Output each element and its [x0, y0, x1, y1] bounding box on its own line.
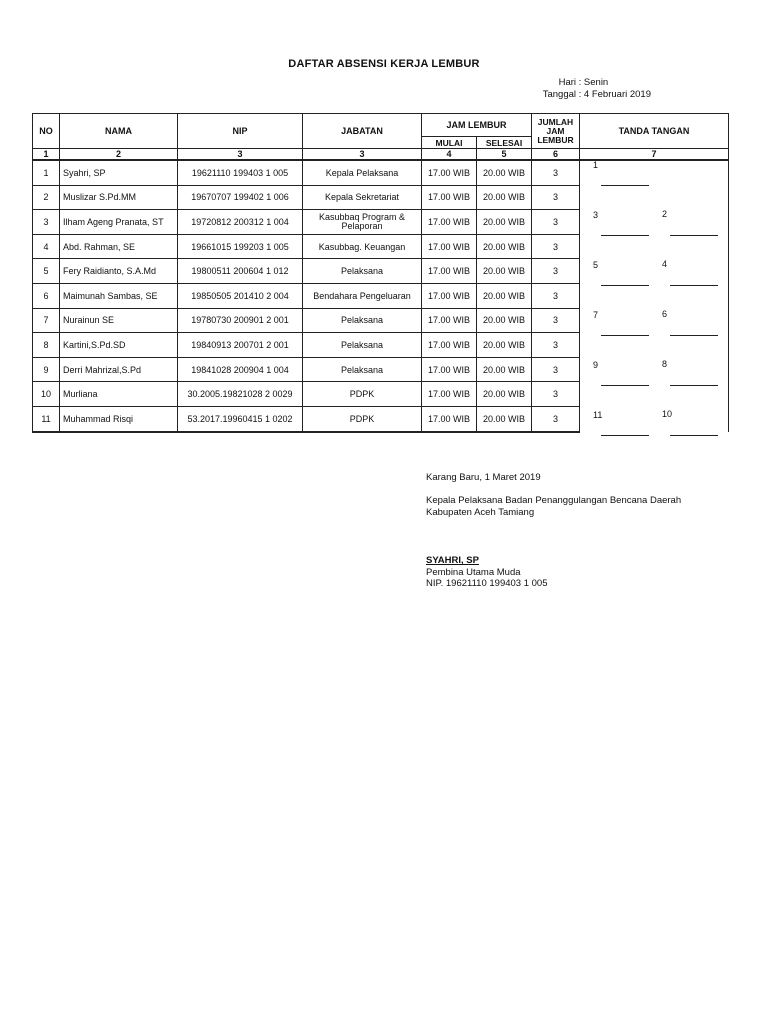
column-number: 6: [532, 149, 580, 161]
cell-mulai: 17.00 WIB: [422, 160, 477, 185]
cell-jabatan: Kepala Pelaksana: [303, 160, 422, 185]
cell-no: 6: [33, 283, 60, 308]
signature-line: [601, 285, 649, 286]
signature-number: 4: [662, 259, 668, 269]
cell-jabatan: PDPK: [303, 382, 422, 407]
cell-jabatan: Kepala Sekretariat: [303, 185, 422, 210]
cell-mulai: 17.00 WIB: [422, 283, 477, 308]
cell-no: 8: [33, 333, 60, 358]
cell-mulai: 17.00 WIB: [422, 382, 477, 407]
cell-jumlah: 3: [532, 357, 580, 382]
column-number: 4: [422, 149, 477, 161]
signature-number: 1: [593, 160, 599, 170]
cell-mulai: 17.00 WIB: [422, 333, 477, 358]
cell-nip: 19621110 199403 1 005: [178, 160, 303, 185]
cell-jabatan: Pelaksana: [303, 259, 422, 284]
cell-jabatan: Pelaksana: [303, 308, 422, 333]
cell-nama: Ilham Ageng Pranata, ST: [60, 210, 178, 235]
cell-nama: Derri Mahrizal,S.Pd: [60, 357, 178, 382]
cell-nama: Kartini,S.Pd.SD: [60, 333, 178, 358]
cell-nama: Murliana: [60, 382, 178, 407]
hari-line: [540, 77, 608, 88]
signature-number: 7: [593, 310, 599, 320]
signer-rank: Pembina Utama Muda: [426, 567, 521, 578]
col-header-jabatan: JABATAN: [303, 114, 422, 149]
cell-no: 9: [33, 357, 60, 382]
cell-jumlah: 3: [532, 210, 580, 235]
col-header-jam-lembur: JAM LEMBUR: [422, 114, 532, 137]
signature-number: 10: [662, 409, 673, 419]
hari-value: : Senin: [578, 77, 609, 88]
col-header-selesai: SELESAI: [477, 137, 532, 149]
cell-mulai: 17.00 WIB: [422, 210, 477, 235]
cell-jabatan: Pelaksana: [303, 357, 422, 382]
signature-number: 9: [593, 360, 599, 370]
signature-line: [601, 385, 649, 386]
cell-selesai: 20.00 WIB: [477, 259, 532, 284]
cell-jabatan: Kasubbaq Program & Pelaporan: [303, 210, 422, 235]
signature-number: 3: [593, 210, 599, 220]
place-date: Karang Baru, 1 Maret 2019: [426, 472, 541, 483]
signer-position-line2: Kabupaten Aceh Tamiang: [426, 507, 535, 518]
cell-no: 4: [33, 234, 60, 259]
cell-jumlah: 3: [532, 185, 580, 210]
signer-position-line1: Kepala Pelaksana Badan Penanggulangan Bencana Daerah: [426, 495, 682, 506]
cell-no: 3: [33, 210, 60, 235]
cell-no: 2: [33, 185, 60, 210]
tanggal-label: Tanggal: [542, 89, 576, 100]
cell-selesai: 20.00 WIB: [477, 382, 532, 407]
cell-mulai: 17.00 WIB: [422, 259, 477, 284]
cell-nip: 19670707 199402 1 006: [178, 185, 303, 210]
cell-nama: Muslizar S.Pd.MM: [60, 185, 178, 210]
signature-line: [670, 285, 718, 286]
cell-nip: 19800511 200604 1 012: [178, 259, 303, 284]
cell-jumlah: 3: [532, 160, 580, 185]
cell-nip: 19780730 200901 2 001: [178, 308, 303, 333]
signature-line: [601, 185, 649, 186]
col-header-tanda-tangan: TANDA TANGAN: [580, 114, 729, 149]
cell-no: 11: [33, 406, 60, 431]
table-row: [33, 160, 729, 185]
cell-selesai: 20.00 WIB: [477, 333, 532, 358]
cell-jumlah: 3: [532, 382, 580, 407]
cell-jumlah: 3: [532, 234, 580, 259]
document-title: DAFTAR ABSENSI KERJA LEMBUR: [288, 58, 480, 70]
cell-jumlah: 3: [532, 283, 580, 308]
tanggal-value: : 4 Februari 2019: [578, 89, 651, 100]
cell-jumlah: 3: [532, 406, 580, 431]
cell-mulai: 17.00 WIB: [422, 234, 477, 259]
cell-selesai: 20.00 WIB: [477, 160, 532, 185]
cell-nip: 30.2005.19821028 2 0029: [178, 382, 303, 407]
column-number: 5: [477, 149, 532, 161]
cell-selesai: 20.00 WIB: [477, 357, 532, 382]
cell-jabatan: PDPK: [303, 406, 422, 431]
cell-no: 7: [33, 308, 60, 333]
signature-number: 2: [662, 209, 668, 219]
col-header-mulai: MULAI: [422, 137, 477, 149]
cell-nip: 19840913 200701 2 001: [178, 333, 303, 358]
col-header-nama: NAMA: [60, 114, 178, 149]
cell-nama: Muhammad Risqi: [60, 406, 178, 431]
column-number: 1: [33, 149, 60, 161]
column-number: 2: [60, 149, 178, 161]
cell-no: 10: [33, 382, 60, 407]
signature-line: [670, 235, 718, 236]
cell-nip: 19850505 201410 2 004: [178, 283, 303, 308]
cell-nama: Fery Raidianto, S.A.Md: [60, 259, 178, 284]
signature-number: 8: [662, 359, 668, 369]
cell-nama: Syahri, SP: [60, 160, 178, 185]
signature-number: 5: [593, 260, 599, 270]
cell-jabatan: Kasubbag. Keuangan: [303, 234, 422, 259]
cell-jabatan: Pelaksana: [303, 333, 422, 358]
cell-nip: 19841028 200904 1 004: [178, 357, 303, 382]
cell-jumlah: 3: [532, 259, 580, 284]
cell-nip: 19720812 200312 1 004: [178, 210, 303, 235]
cell-nama: Maimunah Sambas, SE: [60, 283, 178, 308]
signer-name: SYAHRI, SP: [426, 555, 479, 566]
cell-selesai: 20.00 WIB: [477, 308, 532, 333]
signer-nip: NIP. 19621110 199403 1 005: [426, 578, 548, 589]
cell-jumlah: 3: [532, 308, 580, 333]
cell-selesai: 20.00 WIB: [477, 210, 532, 235]
signature-line: [670, 385, 718, 386]
col-header-nip: NIP: [178, 114, 303, 149]
header-row: [33, 114, 729, 137]
col-header-jumlah: JUMLAH JAM LEMBUR: [532, 114, 580, 149]
cell-selesai: 20.00 WIB: [477, 283, 532, 308]
cell-selesai: 20.00 WIB: [477, 234, 532, 259]
column-number: 7: [580, 149, 729, 161]
cell-mulai: 17.00 WIB: [422, 406, 477, 431]
cell-no: 1: [33, 160, 60, 185]
cell-selesai: 20.00 WIB: [477, 406, 532, 431]
signature-number: 11: [593, 410, 603, 420]
signature-line: [601, 435, 649, 436]
cell-nip: 19661015 199203 1 005: [178, 234, 303, 259]
signature-column: [580, 160, 729, 432]
cell-jabatan: Bendahara Pengeluaran: [303, 283, 422, 308]
signature-line: [601, 235, 649, 236]
cell-mulai: 17.00 WIB: [422, 185, 477, 210]
cell-mulai: 17.00 WIB: [422, 308, 477, 333]
tanggal-line: [540, 89, 651, 100]
cell-nip: 53.2017.19960415 1 0202: [178, 406, 303, 431]
cell-jumlah: 3: [532, 333, 580, 358]
column-number: 3: [178, 149, 303, 161]
cell-nama: Nurainun SE: [60, 308, 178, 333]
signature-line: [601, 335, 649, 336]
cell-selesai: 20.00 WIB: [477, 185, 532, 210]
signature-line: [670, 335, 718, 336]
column-number: 3: [303, 149, 422, 161]
cell-no: 5: [33, 259, 60, 284]
cell-nama: Abd. Rahman, SE: [60, 234, 178, 259]
cell-mulai: 17.00 WIB: [422, 357, 477, 382]
column-number-row: [33, 149, 729, 161]
hari-label: Hari: [558, 77, 576, 88]
signature-line: [670, 435, 718, 436]
signature-number: 6: [662, 309, 668, 319]
col-header-no: NO: [33, 114, 60, 149]
